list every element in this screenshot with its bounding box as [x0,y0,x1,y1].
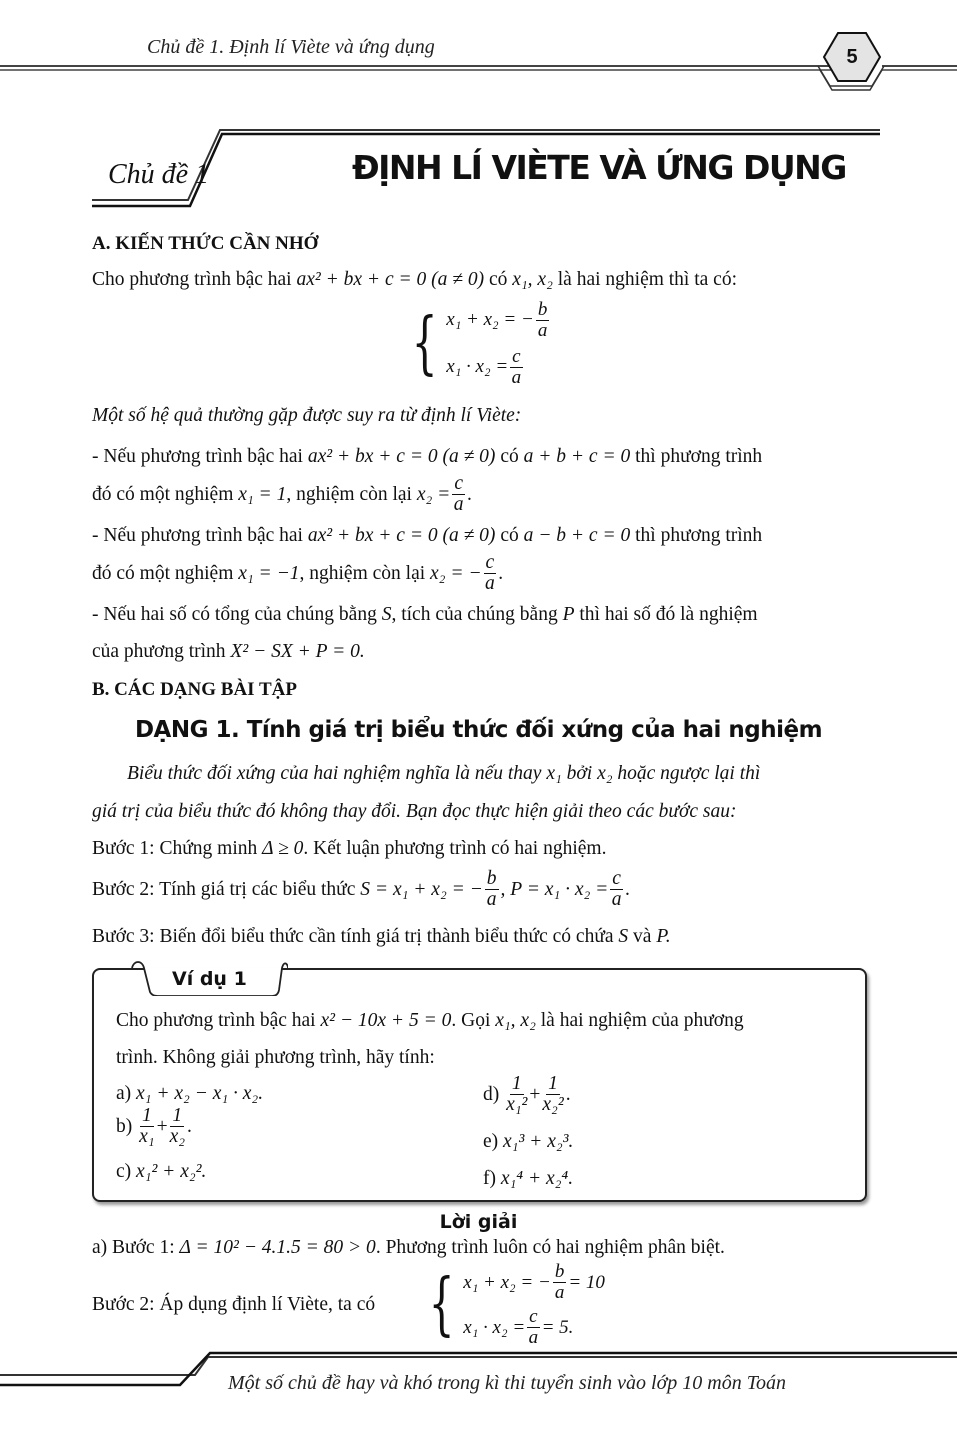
running-title: Chủ đề 1. Định lí Viète và ứng dụng [147,36,435,58]
footer-book-title: Một số chủ đề hay và khó trong kì thi tuyển sinh vào lớp 10 môn Toán [228,1372,787,1394]
denominator: a [484,573,495,594]
variable: x₂ [597,763,613,784]
chapter-title: ĐỊNH LÍ VIÈTE VÀ ỨNG DỤNG [352,148,846,187]
equation: x₁ = 1 [238,483,287,505]
denominator: a [453,494,464,515]
text: là hai nghiệm của phương [540,1010,744,1031]
expression: x₁³ + x₂³. [503,1131,574,1152]
denominator: a [511,367,522,388]
text: Cho phương trình bậc hai [116,1010,316,1031]
section-a-heading: A. KIẾN THỨC CẦN NHỚ [92,233,319,254]
numerator: c [485,552,495,573]
corollary-1-line-1 [92,445,762,469]
text: , nghiệm còn lại [286,483,412,505]
text: có [500,446,519,467]
fraction [452,474,465,515]
lhs: x₁ + x₂ = − [463,1271,551,1293]
variable: P. [656,926,671,947]
operator: + [156,1115,168,1137]
fraction [506,1074,527,1115]
fraction [542,1074,563,1115]
item-d [483,1074,571,1115]
text: thì hai số đó là nghiệm [579,604,758,625]
variable: S [618,926,629,947]
variables: x₁, x₂ [495,1010,536,1031]
item-a [116,1082,263,1106]
text: thì phương trình [635,525,763,546]
text: - Nếu phương trình bậc hai [92,525,303,546]
numerator: 1 [548,1073,558,1094]
text: đó có một nghiệm [92,562,234,584]
equation: x₂ = [416,483,451,505]
fraction [536,300,550,341]
text: . Kết luận phương trình có hai nghiệm. [303,838,607,859]
text: Bước 1: Chứng minh [92,838,258,859]
corollary-3-line-1 [92,603,758,627]
text: của phương trình [92,641,226,662]
equation: x₁ = −1 [238,562,300,584]
text: có [488,269,508,290]
text: . Phương trình luôn có hai nghiệm phân biệt. [375,1237,725,1258]
fraction [527,1307,539,1348]
text: hoặc ngược lại thì [617,763,761,784]
corollary-2-line-2: đó có một nghiệm x₁ = −1 , nghiệm còn lại x₂ = − $\frac{c}{a}$ . [92,552,504,594]
step-2: Bước 2: Tính giá trị các biểu thức S = x₁ + x₂ = − $\frac{b}{a}$ , P = x₁ · x₂ = $\frac{c}{a}$ . [92,868,630,910]
lhs: x₁ + x₂ = − [446,308,534,330]
corollary-intro: Một số hệ quả thường gặp được suy ra từ định lí Viète: [92,405,522,426]
header-rule [0,0,957,100]
denominator: x₂² [542,1094,564,1115]
fraction [170,1106,185,1147]
equation: X² − SX + P = 0. [230,641,365,662]
denominator: x₁² [506,1094,528,1115]
step-3 [92,925,671,949]
corollary-2-line-1 [92,524,762,548]
expression: x₁⁴ + x₂⁴. [500,1168,574,1189]
fraction [553,1262,567,1303]
lhs: x₁ · x₂ = [463,1316,526,1338]
system-row [463,1262,605,1303]
item-e [483,1130,573,1154]
text: đó có một nghiệm [92,483,234,505]
system-row [446,347,551,388]
expression: x₁² + x₂². [136,1161,207,1182]
item-b [116,1106,192,1147]
punctuation: . [565,1083,571,1105]
equation: x² − 10x + 5 = 0 [320,1010,452,1031]
equation: Δ = 10² − 4.1.5 = 80 > 0 [179,1237,376,1258]
system-row [463,1307,605,1348]
rhs: = 5. [541,1316,574,1338]
denominator: x₂ [169,1126,185,1147]
system-row [446,300,551,341]
fraction [610,869,623,910]
expression: x₁ + x₂ − x₁ · x₂. [136,1083,264,1104]
variable: S [381,604,392,625]
numerator: 1 [172,1105,183,1126]
solution-heading: Lời giải [439,1211,518,1233]
section-b-heading: B. CÁC DẠNG BÀI TẬP [92,679,297,700]
variables: x₁, x₂ [512,269,553,290]
numerator: b [537,299,548,320]
item-label: e) [483,1131,499,1152]
punctuation: . [187,1115,192,1137]
intro-paragraph [92,268,737,292]
item-f [483,1167,573,1191]
text: . Gọi [451,1010,491,1031]
condition: a + b + c = 0 [523,446,631,467]
numerator: c [529,1306,538,1327]
numerator: b [554,1261,565,1282]
item-label: d) [483,1083,500,1105]
solution-step-2: Bước 2: Áp dụng định lí Viète, ta có [92,1294,376,1315]
fraction [484,553,497,594]
equation: S = x₁ + x₂ = − [360,878,483,900]
corollary-3-line-2 [92,640,365,664]
fraction [510,347,522,388]
denominator: a [537,320,548,341]
fraction [485,869,499,910]
text: thì phương trình [635,446,763,467]
condition: a − b + c = 0 [523,525,631,546]
text: , nghiệm còn lại [299,562,426,584]
text: - Nếu phương trình bậc hai [92,446,303,467]
text: , tích của chúng bằng [391,604,558,625]
page-number: 5 [846,45,858,68]
equation: ax² + bx + c = 0 (a ≠ 0) [307,446,496,467]
operator: + [529,1083,541,1105]
viete-system [403,300,551,388]
lhs: x₁ · x₂ = [446,355,509,377]
corollary-1-line-2: đó có một nghiệm x₁ = 1 , nghiệm còn lại x₂ = $\frac{c}{a}$ . [92,473,472,515]
numerator: b [486,868,497,889]
numerator: c [512,346,521,367]
example-line-2: trình. Không giải phương trình, hãy tính: [116,1047,435,1068]
denominator: a [611,889,622,910]
numerator: 1 [511,1073,522,1094]
denominator: a [486,889,497,910]
text: và [633,926,652,947]
item-label: b) [116,1115,133,1137]
variable: P [562,604,575,625]
equation: x₂ = − [430,562,482,584]
equation: ax² + bx + c = 0 (a ≠ 0) [307,525,496,546]
text: Biểu thức đối xứng của hai nghiệm nghĩa là nếu thay [127,763,542,784]
item-label: c) [116,1161,132,1182]
solution-system [420,1262,605,1348]
example-line-1 [116,1009,744,1033]
dang-title: DẠNG 1. Tính giá trị biểu thức đối xứng của hai nghiệm [134,717,823,743]
denominator: a [554,1282,565,1303]
fraction [139,1106,154,1147]
solution-step-1 [92,1236,725,1260]
text: là hai nghiệm thì ta có: [557,269,737,290]
denominator: x₁ [139,1126,155,1147]
item-label: a) [116,1083,132,1104]
item-c [116,1160,206,1184]
text: Bước 3: Biến đổi biểu thức cần tính giá trị thành biểu thức có chứa [92,926,614,947]
numerator: c [454,473,463,494]
numerator: c [612,868,621,889]
left-brace: { [428,1265,455,1344]
item-label: f) [483,1168,496,1189]
equation: , P = x₁ · x₂ = [500,878,609,900]
numerator: 1 [141,1105,152,1126]
equation: Δ ≥ 0 [262,838,304,859]
text: - Nếu hai số có tổng của chúng bằng [92,604,377,625]
variable: x₁ [546,763,562,784]
description-line-2: giá trị của biểu thức đó không thay đổi. Bạn đọc thực hiện giải theo các bước sau: [92,801,737,822]
text: bởi [566,763,593,784]
text: Cho phương trình bậc hai [92,269,292,290]
step-1 [92,837,606,861]
left-brace: { [411,304,438,383]
equation: ax² + bx + c = 0 (a ≠ 0) [296,269,485,290]
chapter-label: Chủ đề 1 [108,159,210,190]
denominator: a [528,1327,539,1348]
text: a) Bước 1: [92,1237,175,1258]
rhs: = 10 [568,1271,605,1293]
example-label: Ví dụ 1 [172,968,247,990]
description-line-1 [127,762,760,786]
text: có [500,525,519,546]
text: Bước 2: Tính giá trị các biểu thức [92,878,356,900]
